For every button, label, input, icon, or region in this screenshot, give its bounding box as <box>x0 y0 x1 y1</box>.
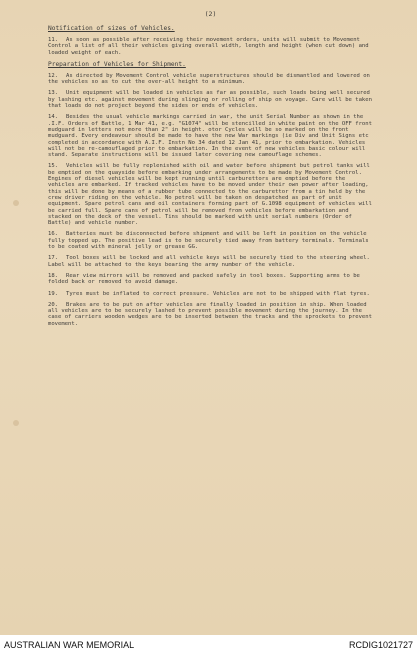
paragraph <box>48 255 373 268</box>
paragraph <box>48 163 373 226</box>
paragraph-number: 20. <box>48 301 59 308</box>
punch-hole <box>13 420 19 426</box>
paragraph-text: Batteries must be disconnected before shipment and will be left in position on the vehicle fully topped up. The positive lead is to be securely tied away from battery terminals. Terminals to be coated with mineral jelly or grease GG. <box>48 231 369 251</box>
paragraph-number: 12. <box>48 72 59 79</box>
paragraph-text: Vehicles will be fully replenished with oil and water before shipment but petrol tanks will be emptied on the quayside before embarking under arrangements to be made by Movement Control. Engines of diesel vehicles will be kept running until carburettors are emptied before the vehicles are embarked. If tracked vehicles have to be moved under their own power after loading, this will be done by means of a rubber tube connected to the carburettor from a tin held by the crew driver riding on the vehicle. No petrol will be taken on despatched as part of unit equipment. Spare petrol cans and oil containers forming part of G.1098 equipment of vehicles will be carried full. Spare cans of petrol will be removed from vehicles before embarkation and stacked on the deck of the vessel. Tins should be marked with unit serial numbers (Order of Battle) and vehicle number. <box>48 163 372 227</box>
punch-hole <box>13 200 19 206</box>
paragraph-number: 14. <box>48 114 59 121</box>
paragraph <box>48 291 373 297</box>
paragraph-text: As soon as possible after receiving their movement orders, units will submit to Movement Control a list of all their vehicles giving overall width, length and height (when cut down) and loaded weight of each. <box>48 37 369 56</box>
paragraph-number: 15. <box>48 163 59 170</box>
paragraph-text: Besides the usual vehicle markings carried in war, the unit Serial Number as shown in the .I.F. Orders of Battle, 1 Mar 41, e.g. "G1074" will be stencilled in white paint on the OFF front mudguard in letters not more than 2" in height. otor Cycles will be so marked on the front mudguard. Every endeavour should be made to have the new War markings (ie Div and Unit Signs etc completed in accordance with A.I.F. Instn No 34 dated 12 Jan 41, prior to embarkation. Vehicles will not be re-camouflaged prior to embarkation. In the event of new vehicles basic colour will stand. Separate instructions will be issued later covering new camouflage schemes. <box>48 114 372 159</box>
archive-footer <box>0 635 417 654</box>
paragraph-number: 19. <box>48 290 59 297</box>
paragraph-number: 16. <box>48 231 59 238</box>
paragraph-text: Rear view mirrors will be removed and packed safely in tool boxes. Supporting arms to be folded back or removed to avoid damage. <box>48 272 360 286</box>
page-number: (2) <box>204 10 217 18</box>
paragraph <box>48 231 373 250</box>
paragraph-number: 13. <box>48 90 59 97</box>
paragraph-text: As directed by Movement Control vehicle superstructures should be dismantled and lowered on the vehicles so as to cut the over-all height to a minimum. <box>48 72 370 86</box>
section-heading: Notification of sizes of Vehicles. <box>48 25 175 32</box>
paragraph <box>48 37 373 56</box>
footer-source: AUSTRALIAN WAR MEMORIAL <box>4 640 135 650</box>
paragraph-number: 11. <box>48 37 59 43</box>
paragraph-text: Unit equipment will be loaded in vehicles as far as possible, such loads being well secured by lashing etc. against movement during slinging or rolling of ship on voyage. Care will be taken that loads do not project beyond the sides or ends of vehicles. <box>48 90 372 110</box>
footer-id: RCDIG1021727 <box>348 640 413 650</box>
paragraph <box>48 302 373 327</box>
paragraph-text: Tyres must be inflated to correct pressure. Vehicles are not to be shipped with flat tyres. <box>66 290 370 297</box>
paragraph <box>48 273 373 286</box>
paragraph <box>48 90 373 109</box>
page-body <box>48 10 373 332</box>
paragraph-text: Brakes are to be put on after vehicles are finally loaded in position in ship. When loaded all vehicles are to be securely lashed to prevent possible movement during the journey. In the case of carriers wooden wedges are to be inserted between the tracks and the sprockets to prevent movement. <box>48 301 372 327</box>
section-heading: Preparation of Vehicles for Shipment. <box>48 60 186 68</box>
paragraph-number: 17. <box>48 255 59 262</box>
paragraph <box>48 73 373 86</box>
paragraph-number: 18. <box>48 272 59 279</box>
paragraph-text: Tool boxes will be locked and all vehicle keys will be securely tied to the steering wheel. Label will be attached to the keys bearing the army number of the vehicle. <box>48 255 370 268</box>
paragraph <box>48 114 373 158</box>
